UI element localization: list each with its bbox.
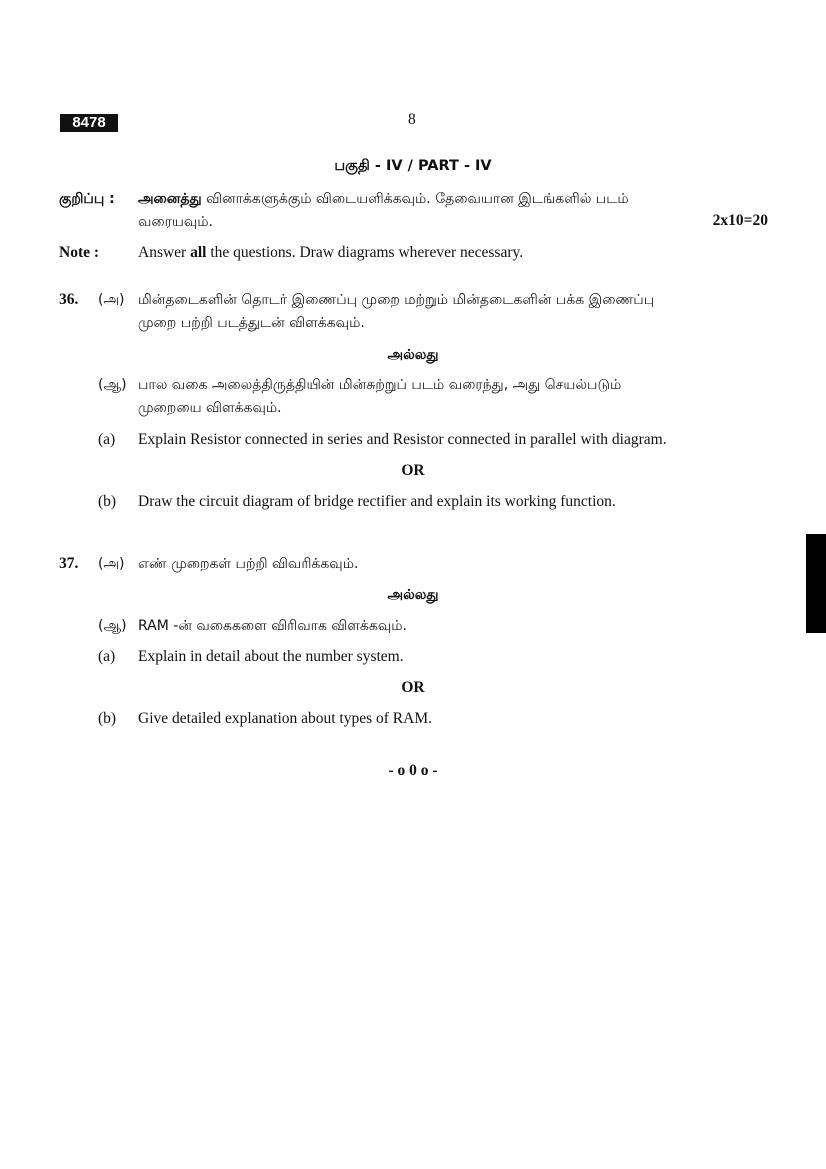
question-en-b-label: (b) <box>98 710 117 727</box>
or-en: OR <box>401 679 425 696</box>
question-ta-a-line2: முறை பற்றி படத்துடன் விளக்கவும். <box>138 315 365 331</box>
question-ta-b-line2: முறையை விளக்கவும். <box>138 400 282 416</box>
question-ta-a-line1: எண் முறைகள் பற்றி விவரிக்கவும். <box>138 556 359 572</box>
or-ta: அல்லது <box>387 587 439 603</box>
or-en: OR <box>401 462 425 479</box>
page-edge-tab <box>806 534 826 633</box>
question-ta-a-line1: மின்தடைகளின் தொடர் இணைப்பு முறை மற்றும் மின்தடைகளின் பக்க இணைப்பு <box>138 292 655 308</box>
question-en-a-label: (a) <box>98 648 116 665</box>
question-en-a: Explain Resistor connected in series and Resistor connected in parallel with diagram. <box>138 431 667 448</box>
note-en-text <box>138 244 523 262</box>
question-en-b: Give detailed explanation about types of RAM. <box>138 710 433 727</box>
question-ta-b-line1: பால வகை அலைத்திருத்தியின் மின்சுற்றுப் படம் வரைந்து, அது செயல்படும் <box>138 377 622 393</box>
note-ta-line2: வரையவும். <box>138 214 213 230</box>
question-number: 37. <box>59 555 79 572</box>
page-number: 8 <box>408 111 416 128</box>
marks: 2x10=20 <box>712 212 768 229</box>
paper-code-badge: 8478 <box>60 114 118 132</box>
part-title: பகுதி - IV / PART - IV <box>334 158 492 174</box>
question-en-a: Explain in detail about the number system. <box>138 648 404 665</box>
note-en-post: the questions. Draw diagrams wherever necessary. <box>210 244 524 261</box>
end-mark: - o 0 o - <box>388 762 438 779</box>
question-ta-a-label: (அ) <box>98 292 125 308</box>
note-ta-line1 <box>138 191 629 209</box>
question-ta-a-label: (அ) <box>98 556 125 572</box>
question-en-b-label: (b) <box>98 493 117 510</box>
note-en-pre: Answer <box>138 244 187 261</box>
or-ta: அல்லது <box>387 347 439 363</box>
question-en-a-label: (a) <box>98 431 116 448</box>
note-en-bold-word: all <box>190 244 207 261</box>
question-ta-b-label: (ஆ) <box>98 618 127 634</box>
question-en-b: Draw the circuit diagram of bridge rectifier and explain its working function. <box>138 493 616 510</box>
question-ta-b-line1: RAM -ன் வகைகளை விரிவாக விளக்கவும். <box>138 618 407 634</box>
question-number: 36. <box>59 291 79 308</box>
note-en-label: Note : <box>59 244 100 261</box>
note-ta-label: குறிப்பு : <box>59 191 115 207</box>
note-ta-bold-word: அனைத்து <box>138 191 202 207</box>
note-ta-line1-rest: வினாக்களுக்கும் விடையளிக்கவும். தேவையான இடங்களில் படம் <box>206 191 629 207</box>
question-ta-b-label: (ஆ) <box>98 377 127 393</box>
